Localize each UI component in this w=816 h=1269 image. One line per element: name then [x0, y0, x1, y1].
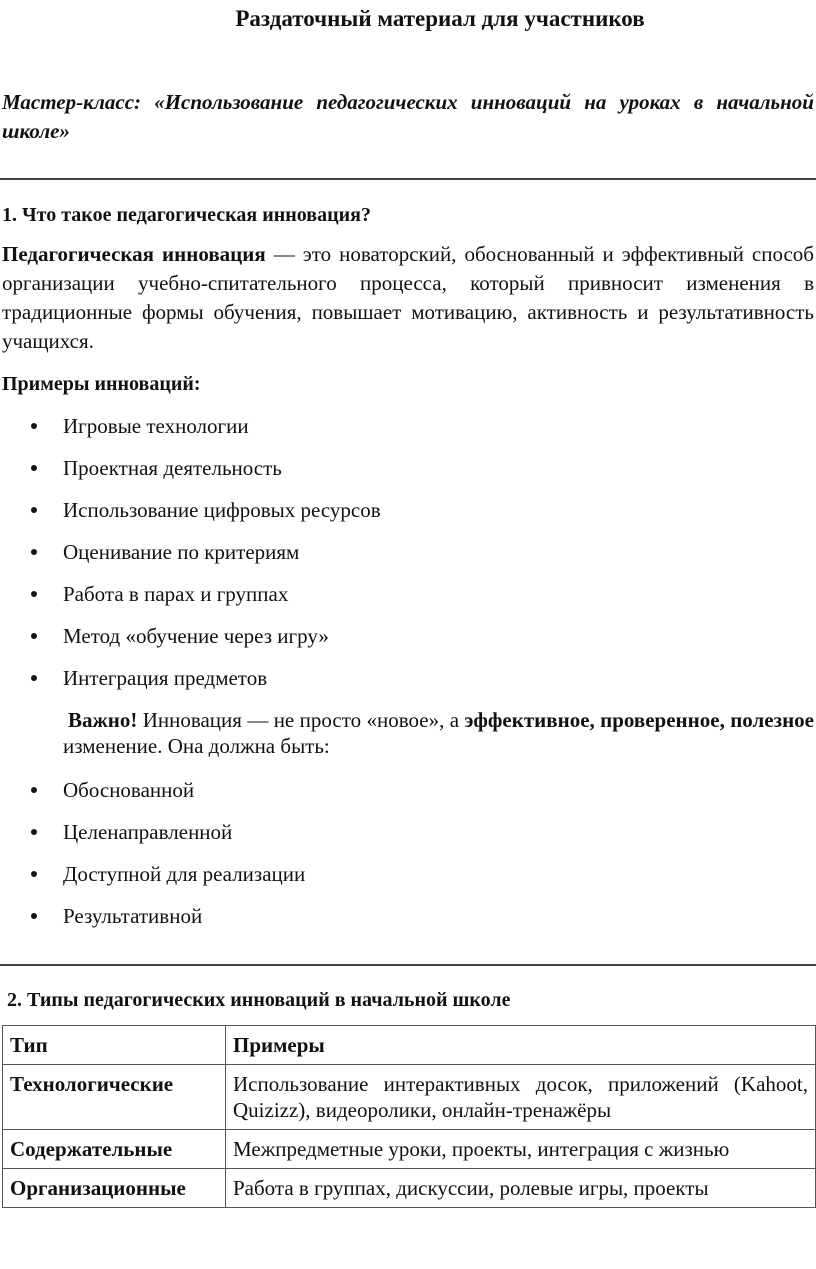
table-cell-type: Организационные: [3, 1169, 226, 1208]
table-row: [3, 1130, 816, 1169]
document-subtitle: Мастер-класс: «Использование педагогических инноваций на уроках в начальной школе»: [2, 90, 814, 143]
requirements-list: [0, 775, 305, 943]
bullet-icon: [31, 829, 37, 835]
bullet-icon: [31, 871, 37, 877]
bullet-icon: [31, 507, 37, 513]
important-text-1: Инновация — не просто «новое», а: [137, 708, 465, 732]
definition-text: — это новаторский, обоснованный и эффективный способ организации учебно-спитательного процесса, который привносит изменения в традиционные формы обучения, повышает мотивацию, активность и результативность учащихся.: [2, 242, 814, 353]
definition-term: Педагогическая инновация: [2, 242, 266, 266]
list-item: Результативной: [0, 901, 305, 943]
section1-heading: 1. Что такое педагогическая инновация?: [2, 204, 371, 226]
bullet-icon: [31, 675, 37, 681]
important-note: [63, 707, 814, 759]
table-cell-examples: Использование интерактивных досок, приложений (Kahoot, Quizizz), видеоролики, онлайн-тренажёры: [226, 1065, 816, 1130]
list-item: Обоснованной: [0, 775, 305, 817]
bullet-icon: [31, 913, 37, 919]
table-cell-examples: Межпредметные уроки, проекты, интеграция с жизнью: [226, 1130, 816, 1169]
table-header-type: Тип: [3, 1026, 226, 1065]
important-label: Важно!: [68, 708, 138, 732]
important-text-2: изменение. Она должна быть:: [63, 734, 330, 758]
bullet-icon: [31, 549, 37, 555]
section-divider: [0, 178, 816, 180]
table-cell-examples: Работа в группах, дискуссии, ролевые игры, проекты: [226, 1169, 816, 1208]
list-item: Игровые технологии: [0, 411, 381, 453]
list-item: Метод «обучение через игру»: [0, 621, 381, 663]
bullet-icon: [31, 423, 37, 429]
list-item: Целенаправленной: [0, 817, 305, 859]
table-row: [3, 1065, 816, 1130]
section2-heading: 2. Типы педагогических инноваций в начальной школе: [7, 989, 511, 1011]
section-divider: [0, 964, 816, 966]
bullet-icon: [31, 633, 37, 639]
bullet-icon: [31, 591, 37, 597]
table-header-row: [3, 1026, 816, 1065]
list-item: Оценивание по критериям: [0, 537, 381, 579]
list-item: Доступной для реализации: [0, 859, 305, 901]
list-item: Использование цифровых ресурсов: [0, 495, 381, 537]
table-cell-type: Содержательные: [3, 1130, 226, 1169]
list-item: Проектная деятельность: [0, 453, 381, 495]
document-title: Раздаточный материал для участников: [235, 6, 645, 31]
list-item: Интеграция предметов: [0, 663, 381, 705]
examples-list: [0, 411, 381, 705]
innovation-types-table: [2, 1025, 816, 1208]
bullet-icon: [31, 465, 37, 471]
table-cell-type: Технологические: [3, 1065, 226, 1130]
table-header-examples: Примеры: [226, 1026, 816, 1065]
list-item: Работа в парах и группах: [0, 579, 381, 621]
table-row: [3, 1169, 816, 1208]
examples-heading: Примеры инноваций:: [2, 373, 201, 395]
bullet-icon: [31, 787, 37, 793]
important-bold: эффективное, проверенное, полезное: [464, 708, 814, 732]
definition-paragraph: [2, 240, 814, 356]
